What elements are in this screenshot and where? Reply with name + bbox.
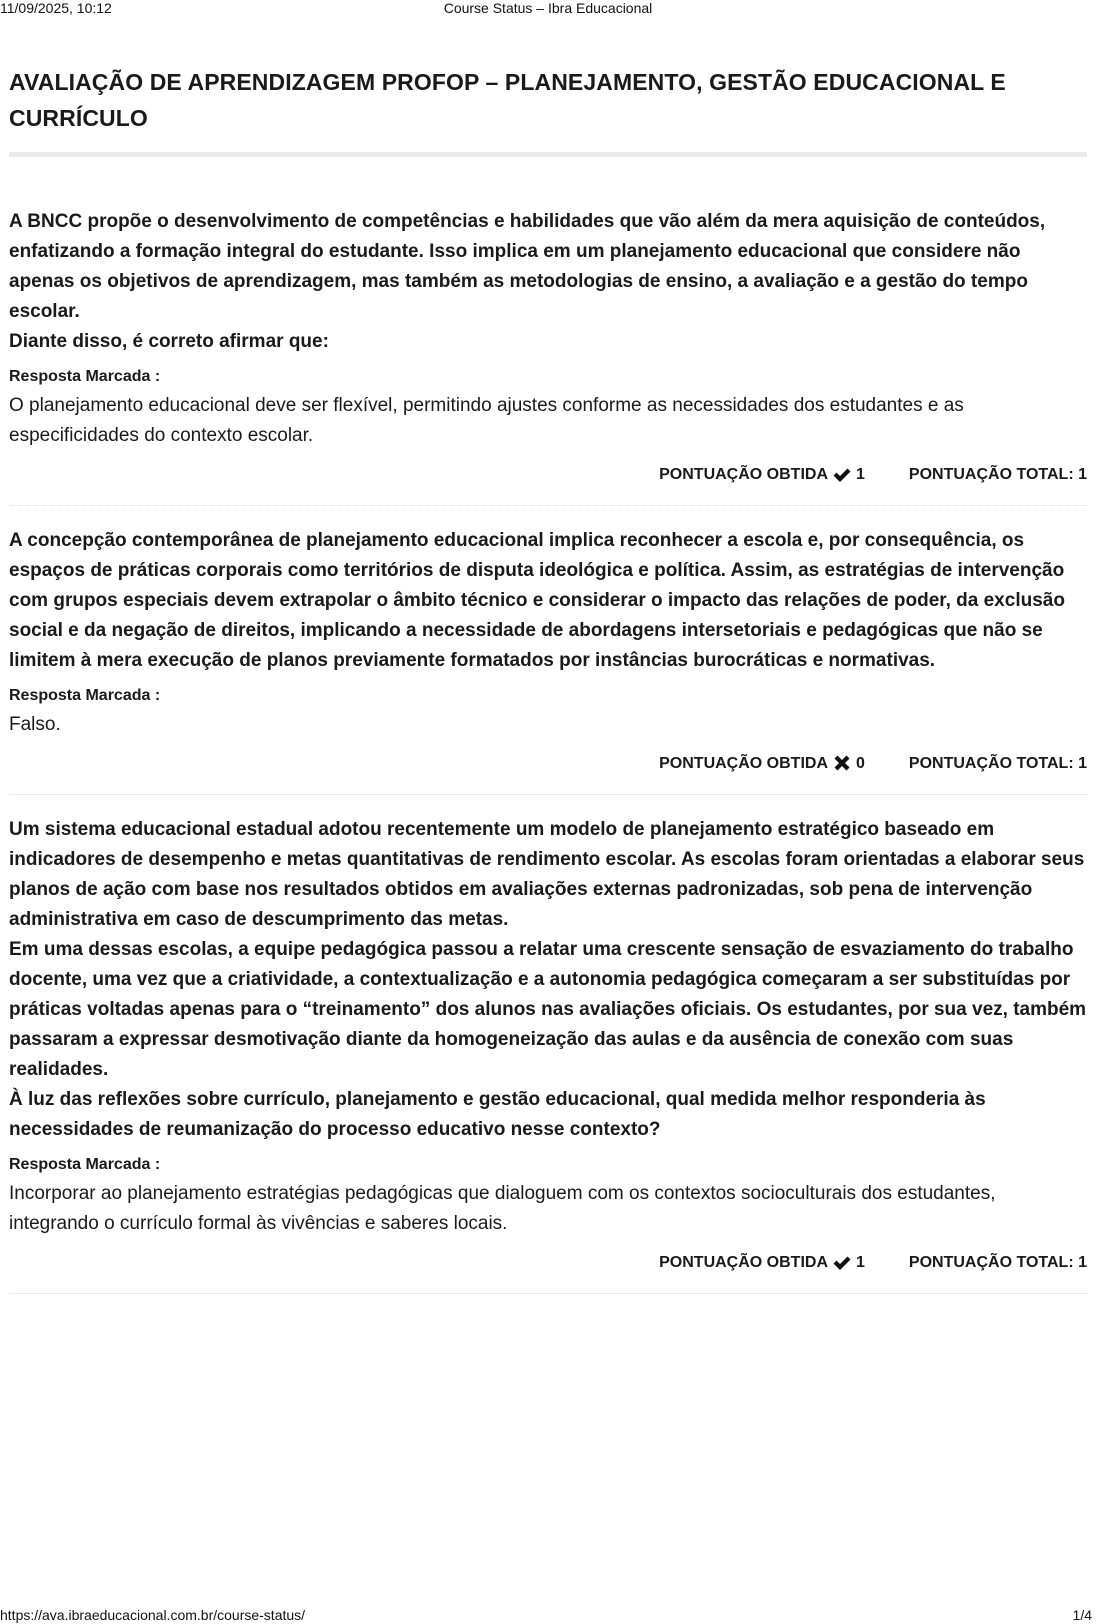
- question-paragraph: Um sistema educacional estadual adotou recentemente um modelo de planejamento estratégico baseado em indicadores de desempenho e metas quantitativas de rendimento escolar. As escolas foram orientadas a elaborar seus planos de ação com base nos resultados obtidos em avaliações externas padronizadas, sob pena de intervenção administrativa em caso de descumprimento das metas.: [9, 819, 1085, 930]
- score-obtained: [659, 465, 865, 485]
- score-total: PONTUAÇÃO TOTAL: 1: [908, 1254, 1087, 1271]
- score-row: [9, 465, 1087, 505]
- question-text: [9, 207, 1087, 357]
- question-text: [9, 815, 1087, 1145]
- question-paragraph: Em uma dessas escolas, a equipe pedagógica passou a relatar uma crescente sensação de esvaziamento do trabalho docente, uma vez que a criatividade, a contextualização e a autonomia pedagógica começaram a ser substituídas por práticas voltadas apenas para o “treinamento” dos alunos nas avaliações oficiais. Os estudantes, por sua vez, também passaram a expressar desmotivação diante da homogeneização das aulas e da ausência de conexão com suas realidades.: [9, 939, 1087, 1080]
- score-row: [9, 754, 1087, 794]
- marked-answer: Falso.: [9, 714, 61, 735]
- score-obtained: [659, 1253, 865, 1273]
- print-header: [0, 0, 1096, 20]
- score-total: PONTUAÇÃO TOTAL: 1: [908, 755, 1087, 772]
- print-url: https://ava.ibraeducacional.com.br/course-status/: [0, 1607, 306, 1623]
- answer-label: Resposta Marcada :: [9, 687, 161, 704]
- score-row: [9, 1253, 1087, 1293]
- question-paragraph: A concepção contemporânea de planejamento educacional implica reconhecer a escola e, por consequência, os espaços de práticas corporais como territórios de disputa ideológica e política. Assim, as estratégias de intervenção com grupos especiais devem extrapolar o âmbito técnico e considerar o impacto das relações de poder, da exclusão social e da negação de direitos, implicando a necessidade de abordagens intersetoriais e pedagógicas que não se limitem à mera execução de planos previamente formatados por instâncias burocráticas e normativas.: [9, 530, 1065, 671]
- question-text: [9, 526, 1087, 676]
- question-paragraph: A BNCC propõe o desenvolvimento de competências e habilidades que vão além da mera aquisição de conteúdos, enfatizando a formação integral do estudante. Isso implica em um planejamento educacional que considere não apenas os objetivos de aprendizagem, mas também as metodologias de ensino, a avaliação e a gestão do tempo escolar.: [9, 211, 1046, 322]
- page-indicator: 1/4: [1072, 1607, 1092, 1623]
- page-title: AVALIAÇÃO DE APRENDIZAGEM PROFOP – PLANEJAMENTO, GESTÃO EDUCACIONAL E CURRÍCULO: [9, 69, 1006, 131]
- score-obtained-value: 1: [856, 466, 865, 483]
- print-document-title: Course Status – Ibra Educacional: [443, 0, 653, 16]
- marked-answer: Incorporar ao planejamento estratégias pedagógicas que dialoguem com os contextos socioculturais dos estudantes, integrando o currículo formal às vivências e saberes locais.: [9, 1183, 996, 1234]
- title-divider: [9, 152, 1087, 157]
- print-footer: [0, 1604, 1096, 1624]
- answer-label: Resposta Marcada :: [9, 368, 161, 385]
- score-obtained: [659, 754, 865, 774]
- cross-icon: [832, 755, 852, 773]
- question-block: [9, 815, 1087, 1294]
- question-block: [9, 207, 1087, 506]
- score-obtained-label: PONTUAÇÃO OBTIDA: [659, 466, 829, 483]
- score-obtained-label: PONTUAÇÃO OBTIDA: [659, 1254, 829, 1271]
- check-icon: [832, 1254, 852, 1272]
- question-block: [9, 526, 1087, 795]
- answer-label: Resposta Marcada :: [9, 1156, 161, 1173]
- course-status-content: [9, 64, 1087, 1294]
- print-datetime: 11/09/2025, 10:12: [0, 0, 112, 16]
- score-obtained-label: PONTUAÇÃO OBTIDA: [659, 755, 829, 772]
- question-paragraph: Diante disso, é correto afirmar que:: [9, 331, 329, 352]
- score-obtained-value: 0: [856, 755, 865, 772]
- score-total: PONTUAÇÃO TOTAL: 1: [908, 466, 1087, 483]
- question-paragraph: À luz das reflexões sobre currículo, planejamento e gestão educacional, qual medida melhor responderia às necessidades de reumanização do processo educativo nesse contexto?: [9, 1089, 986, 1140]
- marked-answer: O planejamento educacional deve ser flexível, permitindo ajustes conforme as necessidades dos estudantes e as especificidades do contexto escolar.: [9, 395, 964, 446]
- check-icon: [832, 466, 852, 484]
- score-obtained-value: 1: [856, 1254, 865, 1271]
